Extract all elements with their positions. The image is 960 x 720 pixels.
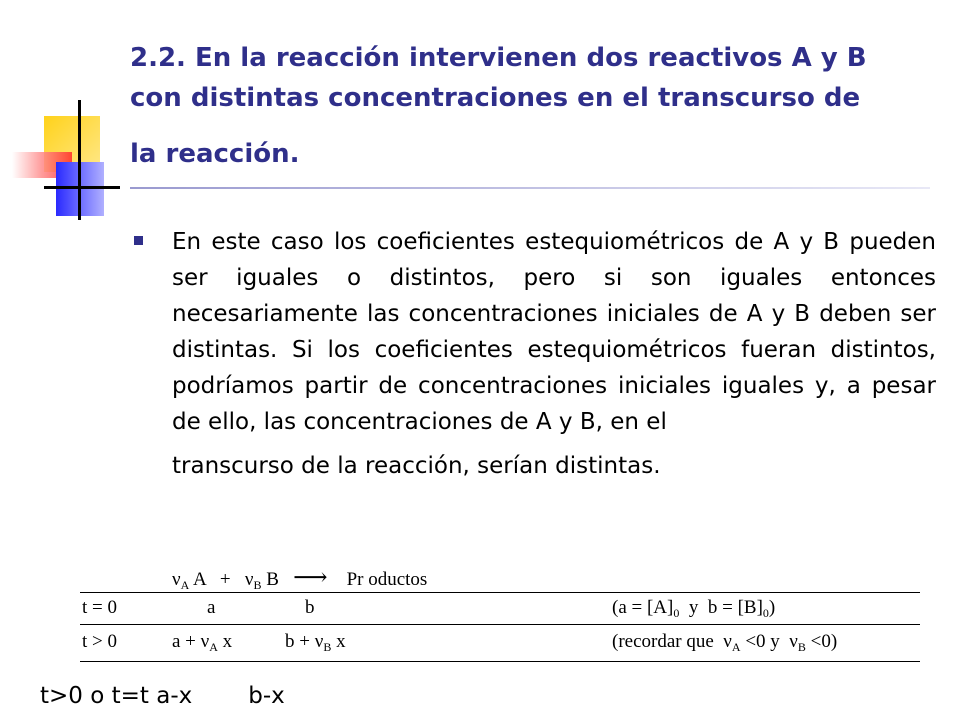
row2-a-expression: [172, 631, 232, 655]
row1-a-value: a: [207, 597, 216, 618]
row2-b-expression: [285, 631, 346, 655]
row1-note-end: ): [768, 597, 776, 618]
reactant-a: A: [192, 569, 206, 590]
bottom-a-expression: a-x: [156, 683, 193, 709]
title-line-1: 2.2. En la reacción intervienen dos reactivos A y B: [130, 43, 867, 73]
nu-sub-b: B: [323, 640, 332, 654]
nu-sub-b: B: [253, 578, 262, 592]
row1-b-value: b: [305, 597, 315, 618]
row2-note: [612, 631, 837, 655]
decorative-squares-logo: [0, 100, 120, 220]
nu-sub-a: A: [180, 578, 190, 592]
row2-b-post: x: [331, 631, 346, 652]
row2-a-post: x: [217, 631, 233, 652]
row2-note-pre: (recordar que: [612, 631, 724, 652]
bullet-text-main: En este caso los coeficientes estequiométricos de A y B pueden ser iguales o distintos, pero si son iguales entonces necesariamente las concentraciones iniciales de A y B deben ser distintas. Si los coeficientes estequiométricos fueran distintos, podríamos partir de concentraciones iniciales iguales y, a pesar de ello, las concentraciones de A y B, en el: [172, 229, 936, 435]
title-divider: [130, 187, 930, 189]
bullet-square-icon: [134, 236, 143, 245]
row2-t-label: t > 0: [82, 631, 117, 652]
reaction-arrow-icon: ⟶: [293, 565, 328, 591]
products-label: Pr oductos: [346, 569, 428, 590]
row1-t-label: t = 0: [82, 597, 117, 618]
bottom-t-label: t>0 o t=t: [40, 683, 149, 709]
title-line-2: con distintas concentraciones en el transcurso de: [130, 83, 861, 113]
table-rule-mid: [80, 624, 920, 625]
bullet-paragraph: [172, 224, 936, 484]
nu-sub-a: A: [731, 640, 741, 654]
row1-note-sub: 0: [762, 606, 769, 620]
row2-b-pre: b +: [285, 631, 315, 652]
title-line-3: la reacción.: [130, 139, 300, 169]
nu-symbol: ν: [723, 631, 732, 652]
reactant-b: B: [266, 569, 279, 590]
nu-sub-a: A: [209, 640, 218, 654]
slide-title: [130, 38, 930, 174]
nu-symbol: ν: [789, 631, 798, 652]
row1-note: [612, 597, 775, 621]
table-rule-bottom: [80, 661, 920, 662]
row1-note-start: (a = [A]: [612, 597, 674, 618]
bottom-row: [40, 683, 285, 709]
nu-symbol: ν: [172, 569, 181, 590]
nu-symbol: ν: [244, 569, 254, 590]
nu-symbol: ν: [314, 631, 324, 652]
plus-sign: +: [219, 569, 231, 590]
row2-note-end: <0): [805, 631, 838, 652]
row2-a-pre: a +: [172, 631, 201, 652]
nu-sub-b: B: [797, 640, 806, 654]
table-rule-top: [80, 592, 920, 593]
bullet-text-last: transcurso de la reacción, serían distintas.: [172, 453, 661, 479]
nu-symbol: ν: [200, 631, 210, 652]
row1-note-sub: 0: [673, 606, 680, 620]
bottom-b-expression: b-x: [248, 683, 285, 709]
reaction-equation: [172, 563, 427, 593]
row2-note-mid: <0 y: [740, 631, 790, 652]
row1-note-mid: y b = [B]: [679, 597, 763, 618]
